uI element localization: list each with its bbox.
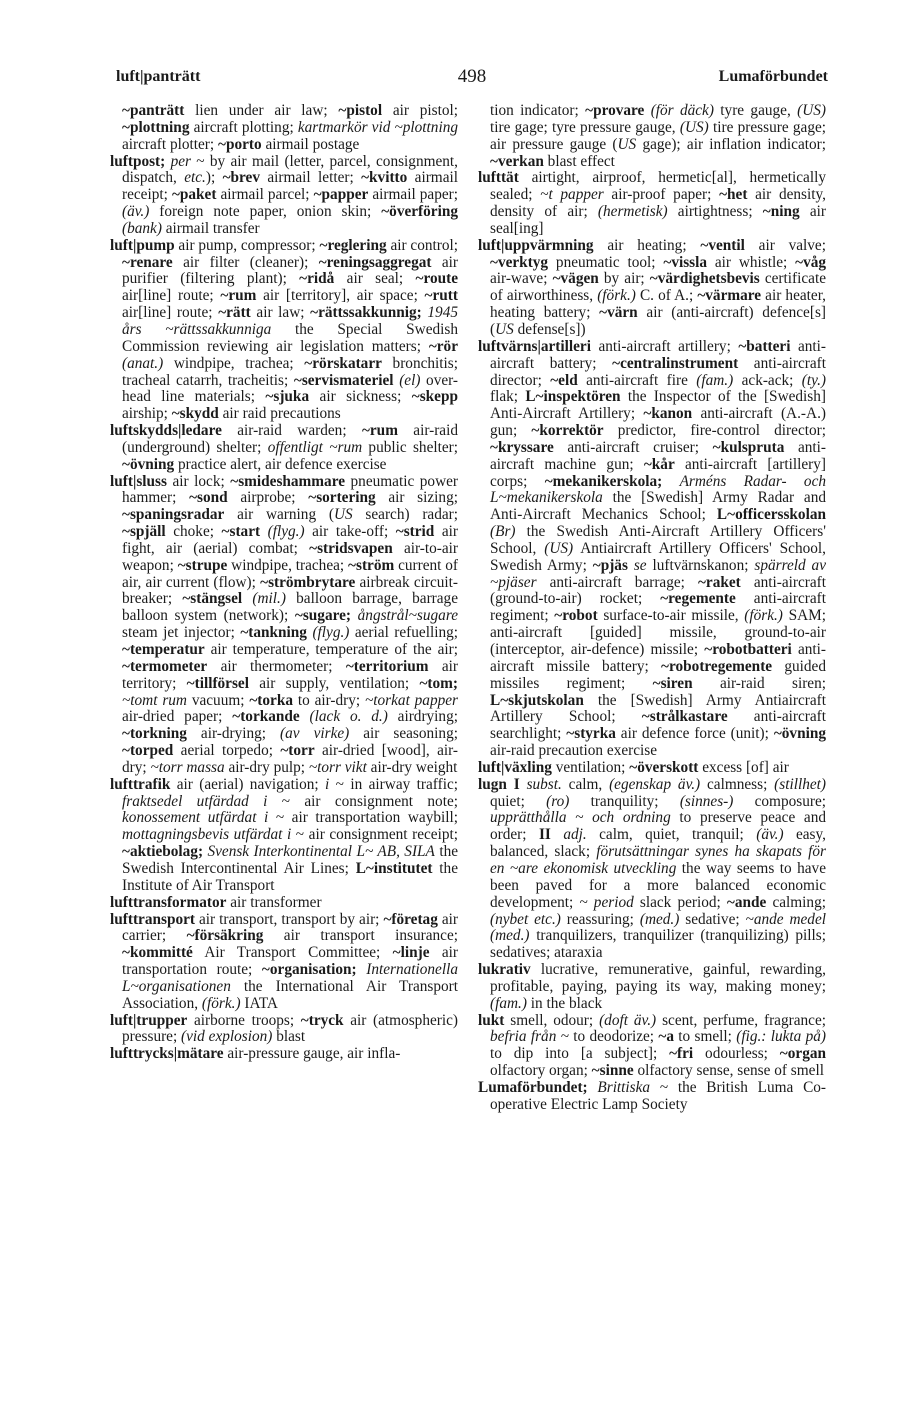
right-column	[478, 103, 826, 1114]
dictionary-entry: luft|uppvärmning air heating; ~ventil air valve; ~verktyg pneumatic tool; ~vissla air whistle; ~våg air-wave; ~vägen by air; ~värdighetsbevis certificate of airworthiness, (förk.) C. of A.; ~värmare air heater, heating battery; ~värn air (anti-aircraft) defence[s] (US defense[s])	[478, 236, 827, 338]
dictionary-entry: lufttransport air transport, transport by air; ~företag air carrier; ~försäkring air transport insurance; ~kommitté Air Transport Committee; ~linje air transportation route; ~organisation; Internationella L~organisationen the International Air Transport Association, (förk.) IATA	[110, 910, 458, 1012]
dictionary-entry: lukt smell, odour; (doft äv.) scent, perfume, fragrance; befria från ~ to deodorize; ~a to smell; (fig.: lukta på) to dip into [a subject]; ~fri odourless; ~organ olfactory organ; ~sinne olfactory sense, sense of smell	[478, 1011, 826, 1080]
page-header	[116, 68, 828, 94]
dictionary-entry: luft|sluss air lock; ~smideshammare pneumatic power hammer; ~sond airprobe; ~sortering air sizing; ~spaningsradar air warning (US search) radar; ~spjäll choke; ~start (flyg.) air take-off; ~strid air fight, air (aerial) combat; ~stridsvapen air-to-air weapon; ~strupe windpipe, trachea; ~ström current of air, air current (flow); ~strömbrytare airbreak circuit-breaker; ~stängsel (mil.) balloon barrage, barrage balloon system (network); ~sugare; ångstrål~sugare steam jet injector; ~tankning (flyg.) aerial refuelling; ~temperatur air temperature, temperature of the air; ~termometer air thermometer; ~territorium air territory; ~tillförsel air supply, ventilation; ~tom; ~tomt rum vacuum; ~torka to air-dry; ~torkat papper air-dried paper; ~torkande (lack o. d.) airdrying; ~torkning air-drying; (av virke) air seasoning; ~torped aerial torpedo; ~torr air-dried [wood], air-dry; ~torr massa air-dry pulp; ~torr vikt air-dry weight	[110, 472, 458, 776]
dictionary-entry: lufttrafik air (aerial) navigation; i ~ in airway traffic; fraktsedel utfärdad i ~ air consignment note; konossement utfärdat i ~ air transportation waybill; mottagningsbevis utfärdat i ~ air consignment receipt; ~aktiebolag; Svensk Interkontinental L~ AB, SILA the Swedish Intercontinental Air Lines; L~institutet the Institute of Air Transport	[110, 775, 459, 894]
dictionary-entry: tion indicator; ~provare (för däck) tyre gauge, (US) tire gage; tyre pressure gauge, (US) tire pressure gage; air pressure gauge (US gage); air inflation indicator; ~verkan blast effect	[490, 102, 827, 170]
running-head-left: luft|panträtt	[116, 68, 201, 85]
dictionary-entry: luftvärns|artilleri anti-aircraft artillery; ~batteri anti-aircraft battery; ~centralinstrument anti-aircraft director; ~eld anti-aircraft fire (fam.) ack-ack; (ty.) flak; L~inspektören the Inspector of the [Swedish] Anti-Aircraft Artillery; ~kanon anti-aircraft (A.-A.) gun; ~korrektör predictor, fire-control director; ~kryssare anti-aircraft cruiser; ~kulspruta anti-aircraft machine gun; ~kår anti-aircraft [artillery] corps; ~mekanikerskola; Arméns Radar- och L~mekanikerskola the [Swedish] Army Radar and Anti-Aircraft Mechanics School; L~officersskolan (Br) the Swedish Anti-Aircraft Artillery Officers' School, (US) Antiaircraft Artillery Officers' School, Swedish Army; ~pjäs se luftvärnskanon; spärreld av ~pjäser anti-aircraft barrage; ~raket anti-aircraft (ground-to-air) rocket; ~regemente anti-aircraft regiment; ~robot surface-to-air missile, (förk.) SAM; anti-aircraft [guided] missile, ground-to-air (interceptor, air-defence) missile; ~robotbatteri anti-aircraft missile battery; ~robotregemente guided missiles regiment; ~siren air-raid siren; L~skjutskolan the [Swedish] Army Antiaircraft Artillery School; ~strålkastare anti-aircraft searchlight; ~styrka air defence force (unit); ~övning air-raid precaution exercise	[478, 337, 827, 760]
dictionary-entry: luft|trupper airborne troops; ~tryck air (atmospheric) pressure; (vid explosion) blast	[110, 1011, 458, 1046]
dictionary-entry: luft|växling ventilation; ~överskott excess [of] air	[478, 758, 789, 776]
dictionary-entry: lugn I subst. calm, (egenskap äv.) calmness; (stillhet) quiet; (ro) tranquility; (sinnes-) composure; upprätthålla ~ och ordning to preserve peace and order; II adj. calm, quiet, tranquil; (äv.) easy, balanced, slack; förutsättningar synes ha skapats för en ~are ekonomisk utveckling the way seems to have been paved for a more balanced economic development; ~ period slack period; ~ande calming; (nybet etc.) reassuring; (med.) sedative; ~ande medel (med.) tranquilizers, tranquilizer (tranquilizing) pills; sedatives; ataraxia	[478, 775, 826, 962]
running-head-right: Lumaförbundet	[718, 68, 828, 85]
dictionary-entry: lukrativ lucrative, remunerative, gainful, rewarding, profitable, paying, paying its way, making money; (fam.) in the black	[478, 961, 826, 1012]
page-number: 498	[457, 66, 487, 87]
dictionary-entry: lufttät airtight, airproof, hermetic[al], hermetically sealed; ~t papper air-proof paper; ~het air density, density of air; (hermetisk) airtightness; ~ning air seal[ing]	[478, 169, 826, 237]
dictionary-entry: lufttransformator air transformer	[110, 893, 322, 911]
dictionary-entry: ~panträtt lien under air law; ~pistol air pistol; ~plottning aircraft plotting; kartmarkör vid ~plottning aircraft plotter; ~porto airmail postage	[122, 102, 458, 153]
dictionary-entry: luftskydds|ledare air-raid warden; ~rum air-raid (underground) shelter; offentligt ~rum public shelter; ~övning practice alert, air defence exercise	[110, 422, 458, 473]
dictionary-entry: luftpost; per ~ by air mail (letter, parcel, consignment, dispatch, etc.); ~brev airmail letter; ~kvitto airmail receipt; ~paket airmail parcel; ~papper airmail paper; (äv.) foreign note paper, onion skin; ~överföring (bank) airmail transfer	[110, 152, 459, 237]
dictionary-entry: lufttrycks|mätare air-pressure gauge, air infla-	[110, 1045, 401, 1063]
left-column	[110, 103, 458, 1063]
dictionary-entry: Lumaförbundet; Brittiska ~ the British Luma Co-operative Electric Lamp Society	[478, 1078, 827, 1113]
dictionary-entry: luft|pump air pump, compressor; ~reglering air control; ~renare air filter (cleaner); ~reningsaggregat air purifier (filtering plant); ~ridå air seal; ~route air[line] route; ~rum air [territory], air space; ~rutt air[line] route; ~rätt air law; ~rättssakkunnig; 1945 års ~rättssakkunniga the Special Swedish Commission reviewing air legislation matters; ~rör (anat.) windpipe, trachea; ~rörskatarr bronchitis; tracheal catarrh, tracheitis; ~servismateriel (el) over-head line materials; ~sjuka air sickness; ~skepp airship; ~skydd air raid precautions	[110, 236, 459, 423]
